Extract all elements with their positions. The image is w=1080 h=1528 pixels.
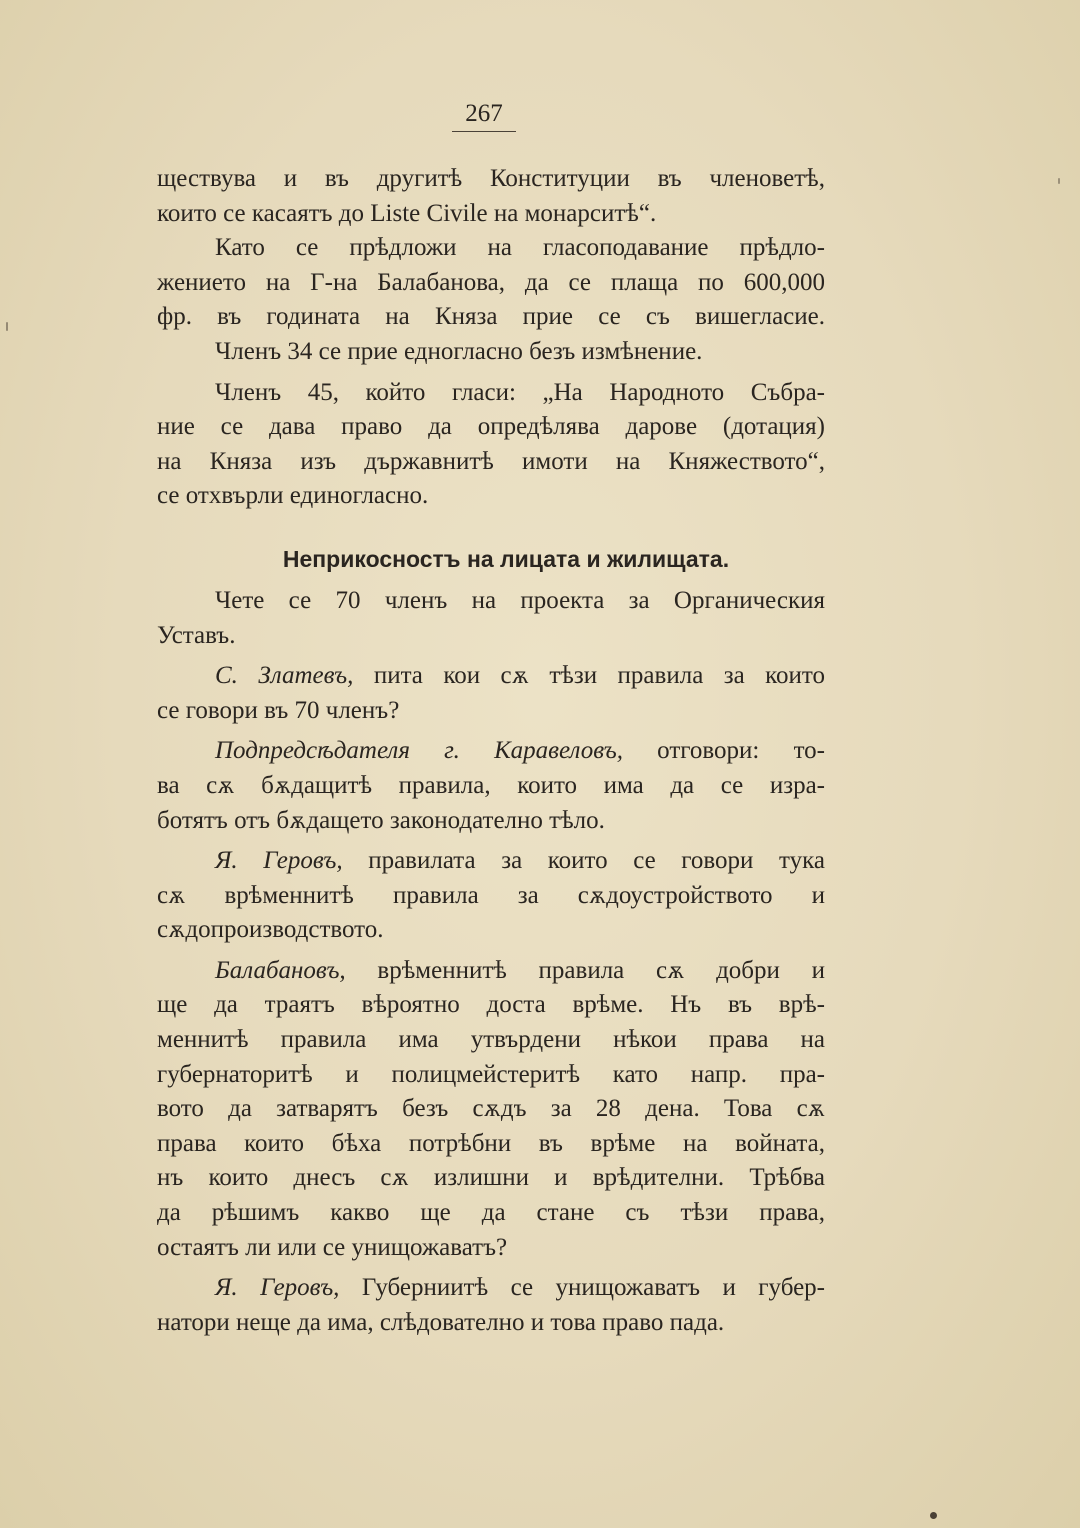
- speaker-name: Я. Геровъ,: [215, 1274, 340, 1302]
- text-line: се отхвърли единогласно.: [157, 482, 429, 510]
- line-text: пита кои сѫ тѣзи правила за които: [373, 662, 825, 690]
- page-body: [157, 162, 825, 1340]
- text-line: фр. въ годината на Княза прие се съ вишегласие.: [157, 303, 825, 331]
- text-line: ще да траятъ вѣроятно доста врѣме. Нъ въ врѣ-: [157, 991, 825, 1019]
- line-text: правилата за които се говори тука: [368, 847, 825, 875]
- text-line: ва сѫ бѫдащитѣ правила, които има да се изра-: [157, 771, 825, 799]
- text-line: Като се прѣдложи на гласоподавание прѣдло-: [215, 234, 825, 262]
- text-line: права които бѣха потрѣбни въ врѣме на войната,: [157, 1129, 825, 1157]
- text-line: меннитѣ правила има утвърдени нѣкои права на: [157, 1026, 825, 1054]
- paper-speck: [6, 322, 8, 331]
- text-line: нъ които днесъ сѫ излишни и врѣдителни. Трѣбва: [157, 1164, 825, 1192]
- text-line: [157, 844, 825, 879]
- text-line: сѫ врѣменнитѣ правила за сѫдоустройството и: [157, 881, 825, 909]
- text-line: остаятъ ли или се унищожаватъ?: [157, 1233, 508, 1261]
- text-line: сѫдопроизводството.: [157, 916, 384, 944]
- page-number-rule: [452, 131, 516, 132]
- text-line: Уставъ.: [157, 621, 236, 649]
- text-line: [157, 659, 825, 694]
- line-text: отговори: то-: [657, 737, 825, 765]
- text-line: да рѣшимъ какво ще да стане съ тѣзи права,: [157, 1199, 825, 1227]
- speaker-name: Подпредсѣдателя г. Каравеловъ,: [215, 737, 623, 765]
- paper-speck: [930, 1512, 937, 1519]
- line-text: врѣменнитѣ правила сѫ добри и: [377, 956, 825, 984]
- text-line: Членъ 34 се прие едногласно безъ измѣнение.: [215, 337, 703, 365]
- text-line: Членъ 45, който гласи: „На Народното Събра-: [215, 378, 825, 406]
- text-line: [157, 954, 825, 989]
- text-line: Чете се 70 членъ на проекта за Органическия: [215, 586, 825, 614]
- text-line: на Княза изъ държавнитѣ имоти на Княжеството“,: [157, 447, 825, 475]
- text-line: [157, 1271, 825, 1306]
- page-number: 267: [465, 100, 503, 127]
- speaker-name: Я. Геровъ,: [215, 847, 343, 875]
- text-line: се говори въ 70 членъ?: [157, 696, 400, 724]
- text-line: губернаторитѣ и полицмейстеритѣ като напр. пра-: [157, 1060, 825, 1088]
- section-heading: Неприкосностъ на лицата и жилищата.: [282, 545, 730, 572]
- speaker-name: С. Златевъ,: [215, 662, 354, 690]
- text-line: които се касаятъ до Liste Civile на монарситѣ“.: [157, 199, 657, 227]
- paper-speck: [1058, 178, 1060, 184]
- text-line: ние се дава право да опредѣлява дарове (дотация): [157, 413, 825, 441]
- text-line: вото да затварятъ безъ сѫдъ за 28 дена. Това сѫ: [157, 1095, 825, 1123]
- speaker-name: Балабановъ,: [215, 956, 346, 984]
- text-line: жението на Г-на Балабанова, да се плаща по 600,000: [157, 268, 825, 296]
- text-line: ществува и въ другитѣ Конституции въ членоветѣ,: [157, 165, 825, 192]
- line-text: Губерниитѣ се унищожаватъ и губер-: [361, 1274, 826, 1302]
- text-line: [157, 734, 825, 769]
- text-line: ботятъ отъ бѫдащето законодателно тѣло.: [157, 806, 605, 834]
- text-line: натори неще да има, слѣдователно и това право пада.: [157, 1308, 725, 1336]
